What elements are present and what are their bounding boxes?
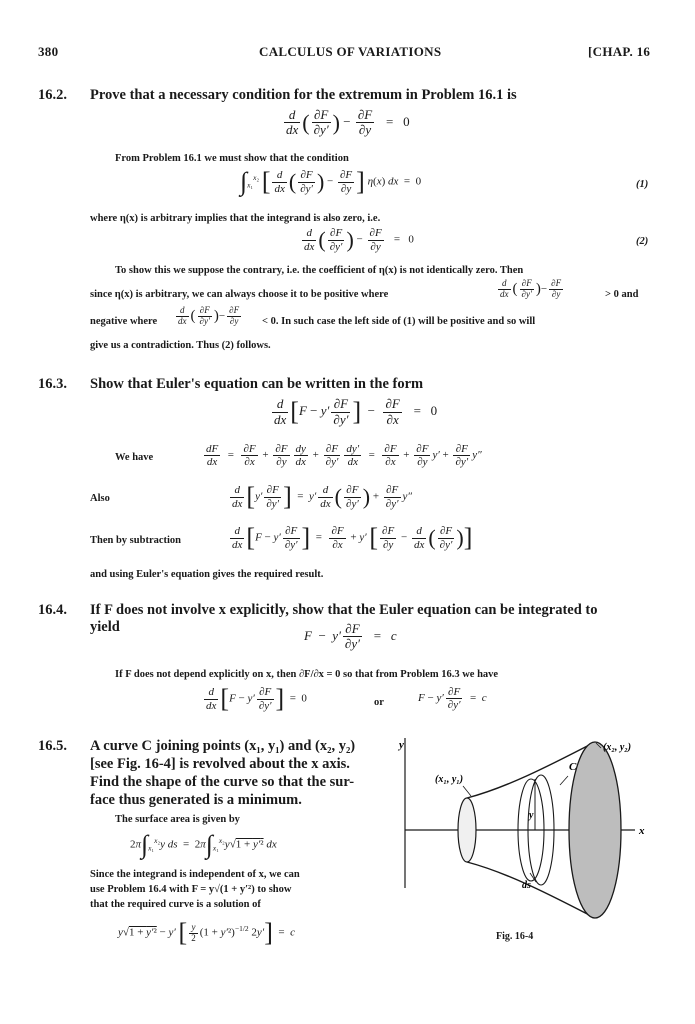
problem-number: 16.4. [38, 602, 67, 618]
curve-label: C [569, 761, 577, 773]
point2-label: (x₂, y₂) [603, 742, 632, 753]
conjunction: or [374, 697, 384, 708]
equation: $2\pi\int_{x_1}^{x_2}y$ ds = $2\pi\int_{x_1}^{x_2}y√1 + y'^2$ dx [130, 830, 277, 859]
problem-number: 16.3. [38, 376, 67, 392]
body-text: < 0. In such case the left side of (1) will be positive and so will [262, 316, 536, 327]
equation: $\frac{d}{dx}$ [F − y′ $\frac{\partial F}{\partial y'}$ ] = 0 [206, 684, 307, 713]
figure-caption: Fig. 16-4 [496, 931, 534, 942]
problem-statement: [see Fig. 16-4] is revolved about the x axis. [90, 756, 350, 772]
body-text: To show this we suppose the contrary, i.e. the coefficient of η(x) is not identically zero. Then [115, 265, 524, 276]
problem-statement: yield [90, 619, 120, 635]
label: We have [115, 452, 154, 463]
body-text: If F does not depend explicitly on x, then ∂F/∂x = 0 so that from Problem 16.3 we have [115, 669, 499, 680]
equation: $\frac{dF}{dx}$ = $\frac{\partial F}{\partial x}$ + $\frac{\partial F}{\partial y}$ $\frac{dy}{dx}$ + $\frac{\partial F}{\partial y'}$ $\frac{dy'}{dx}$ = $\frac{\partial F}{\partial x}$ + $\frac{\partial F}{\partial y}$ y′ + $\frac{\partial F}{\partial y'}$ y″ [206, 443, 482, 469]
equation: F − y′ $\frac{\partial F}{\partial y'}$ = c [418, 686, 487, 712]
problem-statement: face thus generated is a minimum. [90, 792, 302, 808]
body-text: Since the integrand is independent of x, we can [90, 869, 300, 880]
x-axis-label: x [639, 825, 645, 837]
inline-equation: $\frac{d}{dx}$ ( $\frac{\partial F}{\partial y'}$ )− $\frac{\partial F}{\partial y}$ [178, 305, 240, 326]
y-axis-label: y [399, 739, 404, 751]
label: Also [90, 493, 110, 504]
arrow-point1 [463, 786, 471, 796]
ds-label: ds [522, 880, 531, 891]
left-end-circle [458, 798, 476, 862]
problem-statement: Show that Euler's equation can be written in the form [90, 376, 424, 392]
arrow-curve [560, 776, 568, 785]
body-text: that the required curve is a solution of [90, 899, 261, 910]
equation: F − y′ $\frac{\partial F}{\partial y'}$ = c [304, 621, 397, 652]
problem-statement: Find the shape of the curve so that the sur- [90, 774, 355, 790]
problem-number: 16.5. [38, 738, 67, 754]
equation: $\frac{d}{dx}$ [F − y′ $\frac{\partial F}{\partial y'}$ ] − $\frac{\partial F}{\partial x}$ = 0 [274, 396, 438, 427]
label: Then by subtraction [90, 535, 182, 546]
running-title: CALCULUS OF VARIATIONS [259, 44, 442, 59]
body-text: where η(x) is arbitrary implies that the integrand is also zero, i.e. [90, 213, 381, 224]
point1-label: (x₁, y₁) [435, 774, 464, 785]
problem-number: 16.2. [38, 87, 67, 103]
equation: y√1 + y′² − y′ [ $\frac{y}{2}$ $(1 + y'^2)^{-1/2}$ 2y′] = c [118, 918, 295, 947]
equation: $\frac{d}{dx}$ ( $\frac{\partial F}{\partial y'}$ ) − $\frac{\partial F}{\partial y}$ = 0 [286, 107, 410, 138]
equation-label: (2) [636, 236, 649, 247]
body-text: and using Euler's equation gives the required result. [90, 569, 324, 580]
body-text: since η(x) is arbitrary, we can always choose it to be positive where [90, 289, 389, 300]
body-text: > 0 and [605, 289, 639, 300]
body-text: use Problem 16.4 with F = y√(1 + y′²) to show [90, 884, 292, 895]
body-text: The surface area is given by [115, 814, 240, 825]
problem-statement: A curve C joining points (x₁, y₁) and (x₂, y₂) [90, 738, 356, 754]
page-number: 380 [38, 44, 59, 59]
inline-equation: $\frac{d}{dx}$ ( $\frac{\partial F}{\partial y'}$ )− $\frac{\partial F}{\partial y}$ [500, 278, 562, 299]
equation: $\frac{d}{dx}$ ( $\frac{\partial F}{\partial y'}$ ) − $\frac{\partial F}{\partial y}$ = 0 [304, 227, 414, 253]
right-end-circle [569, 742, 621, 918]
equation: $\frac{d}{dx}$ [F − y′ $\frac{\partial F}{\partial y'}$ ] = $\frac{\partial F}{\partial x}$ + y′ [ $\frac{\partial F}{\partial y}$ − $\frac{d}{dx}$ ( $\frac{\partial F}{\partial y'}$ )] [232, 523, 473, 552]
equation: $\int_{x_1}^{x_2}$ [ $\frac{d}{dx}$ ( $\frac{\partial F}{\partial y'}$ ) − $\frac{\partial F}{\partial y}$ ] η(x) dx = 0 [240, 167, 422, 196]
body-text: negative where [90, 316, 158, 327]
body-text: give us a contradiction. Thus (2) follows. [90, 340, 271, 351]
body-text: From Problem 16.1 we must show that the condition [115, 153, 349, 164]
problem-statement: If F does not involve x explicitly, show that the Euler equation can be integrated to [90, 602, 598, 618]
chapter-label: [CHAP. 16 [588, 44, 651, 59]
problem-statement: Prove that a necessary condition for the extremum in Problem 16.1 is [90, 87, 517, 103]
radius-label: y [529, 810, 534, 821]
equation-label: (1) [636, 179, 649, 190]
figure-16-4 [395, 738, 657, 938]
equation: $\frac{d}{dx}$ [y′ $\frac{\partial F}{\partial y'}$ ] = y′ $\frac{d}{dx}$ ( $\frac{\partial F}{\partial y'}$ ) + $\frac{\partial F}{\partial y'}$ y″ [232, 482, 412, 511]
